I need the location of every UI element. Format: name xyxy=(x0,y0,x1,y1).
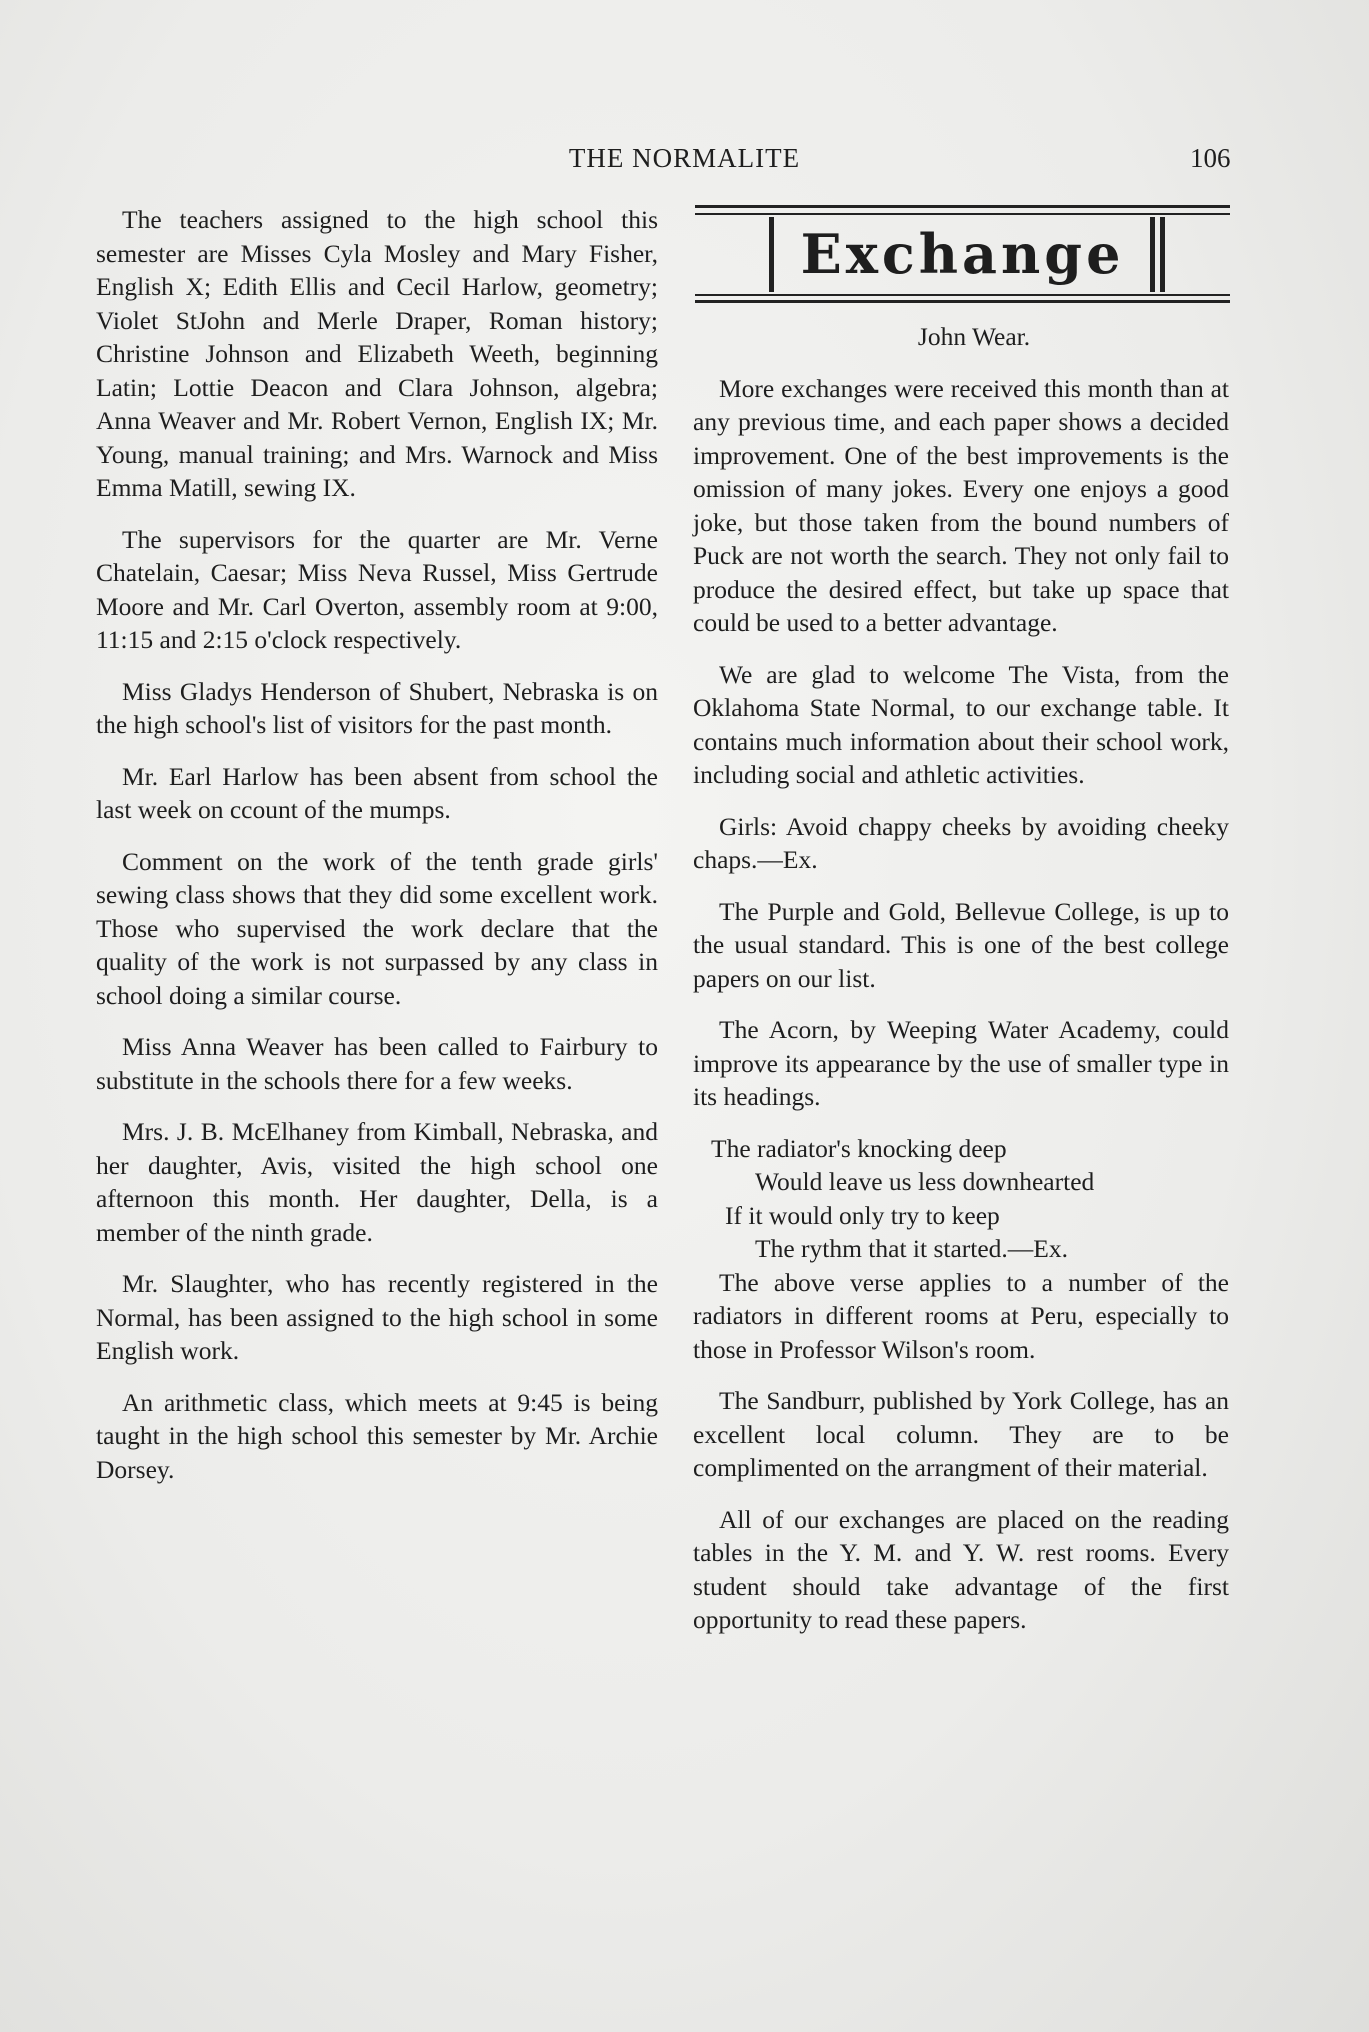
banner-rule-top-outer xyxy=(695,205,1230,208)
paragraph-teachers-assigned: The teachers assigned to the high school this semester are Misses Cyla Mosley and Mary Fisher, English X; Edith Ellis and Cecil Harlow, geometry; Violet StJohn and Merle Draper, Roman history; Christine Johnson and Elizabeth Weeth, beginning Latin; Lottie Deacon and Clara Johnson, algebra; Anna Weaver and Mr. Robert Vernon, English IX; Mr. Young, manual training; and Mrs. Warnock and Miss Emma Matill, sewing IX. xyxy=(96,205,658,502)
verse-line: The radiator's knocking deep xyxy=(711,1133,1007,1163)
section-title: Exchange xyxy=(800,222,1125,286)
paragraph-supervisors: The supervisors for the quarter are Mr. Verne Chatelain, Caesar; Miss Neva Russel, Miss Gertrude Moore and Mr. Carl Overton, assembly room at 9:00, 11:15 and 2:15 o'clock respectively. xyxy=(96,524,658,654)
page-number: 106 xyxy=(1190,143,1231,173)
paragraph-the-acorn: The Acorn, by Weeping Water Academy, could improve its appearance by the use of smaller type in its headings. xyxy=(693,1015,1229,1111)
paragraph-the-sandburr: The Sandburr, published by York College, has an excellent local column. They are to be complimented on the arrangment of their material. xyxy=(693,1386,1229,1482)
paragraph-cheeky-chaps: Girls: Avoid chappy cheeks by avoiding cheeky chaps.—Ex. xyxy=(693,811,1229,874)
paragraph-sewing-class: Comment on the work of the tenth grade girls' sewing class shows that they did some excellent work. Those who supervised the work declare that the quality of the work is not surpassed by any class in school doing a similar course. xyxy=(96,846,658,1010)
banner-rule-top-inner xyxy=(695,213,1230,215)
paragraph-anna-weaver: Miss Anna Weaver has been called to Fairbury to substitute in the schools there for a few weeks. xyxy=(96,1032,658,1095)
exchange-banner xyxy=(695,205,1230,305)
paragraph-verse-applies: The above verse applies to a number of the radiators in different rooms at Peru, especially to those in Professor Wilson's room. xyxy=(693,1267,1229,1364)
paragraph-reading-tables: All of our exchanges are placed on the reading tables in the Y. M. and Y. W. rest rooms. Every student should take advantage of the first opportunity to read these papers. xyxy=(693,1504,1229,1634)
verse-line: The rythm that it started.—Ex. xyxy=(755,1234,1069,1263)
paragraph-the-vista: We are glad to welcome The Vista, from the Oklahoma State Normal, to our exchange table. It contains much information about their school work, including social and athletic activities. xyxy=(693,659,1229,789)
running-header-title: THE NORMALITE xyxy=(568,143,801,173)
paragraph-arithmetic-class: An arithmetic class, which meets at 9:45 is being taught in the high school this semester by Mr. Archie Dorsey. xyxy=(96,1387,658,1484)
paragraph-more-exchanges: More exchanges were received this month than at any previous time, and each paper shows a decided improvement. One of the best improvements is the omission of many jokes. Every one enjoys a good joke, but those taken from the bound numbers of Puck are not worth the search. They not only fail to produce the desired effect, but take up space that could be used to a better advantage. xyxy=(693,373,1229,637)
banner-rule-bottom-inner xyxy=(695,294,1230,296)
paragraph-purple-and-gold: The Purple and Gold, Bellevue College, is up to the usual standard. This is one of the best college papers on our list. xyxy=(693,896,1229,993)
paragraph-visitor-henderson: Miss Gladys Henderson of Shubert, Nebraska is on the high school's list of visitors for the past month. xyxy=(96,676,658,739)
verse-line: If it would only try to keep xyxy=(725,1200,1000,1230)
left-column xyxy=(96,203,658,1504)
right-column xyxy=(693,320,1229,1655)
paragraph-harlow-absent: Mr. Earl Harlow has been absent from school the last week on ccount of the mumps. xyxy=(96,761,658,824)
banner-bar-right-1 xyxy=(1150,217,1155,292)
paragraph-mcelhaney-visit: Mrs. J. B. McElhaney from Kimball, Nebraska, and her daughter, Avis, visited the high school one afternoon this month. Her daughter, Della, is a member of the ninth grade. xyxy=(96,1117,658,1247)
banner-rule-bottom-outer xyxy=(695,300,1230,303)
paragraph-slaughter: Mr. Slaughter, who has recently registered in the Normal, has been assigned to the high school in some English work. xyxy=(96,1269,658,1365)
verse-line: Would leave us less downhearted xyxy=(755,1167,1095,1196)
banner-bar-left xyxy=(769,217,774,292)
byline: John Wear. xyxy=(917,322,1031,351)
banner-bar-right-2 xyxy=(1160,217,1165,292)
verse xyxy=(693,1132,1229,1266)
